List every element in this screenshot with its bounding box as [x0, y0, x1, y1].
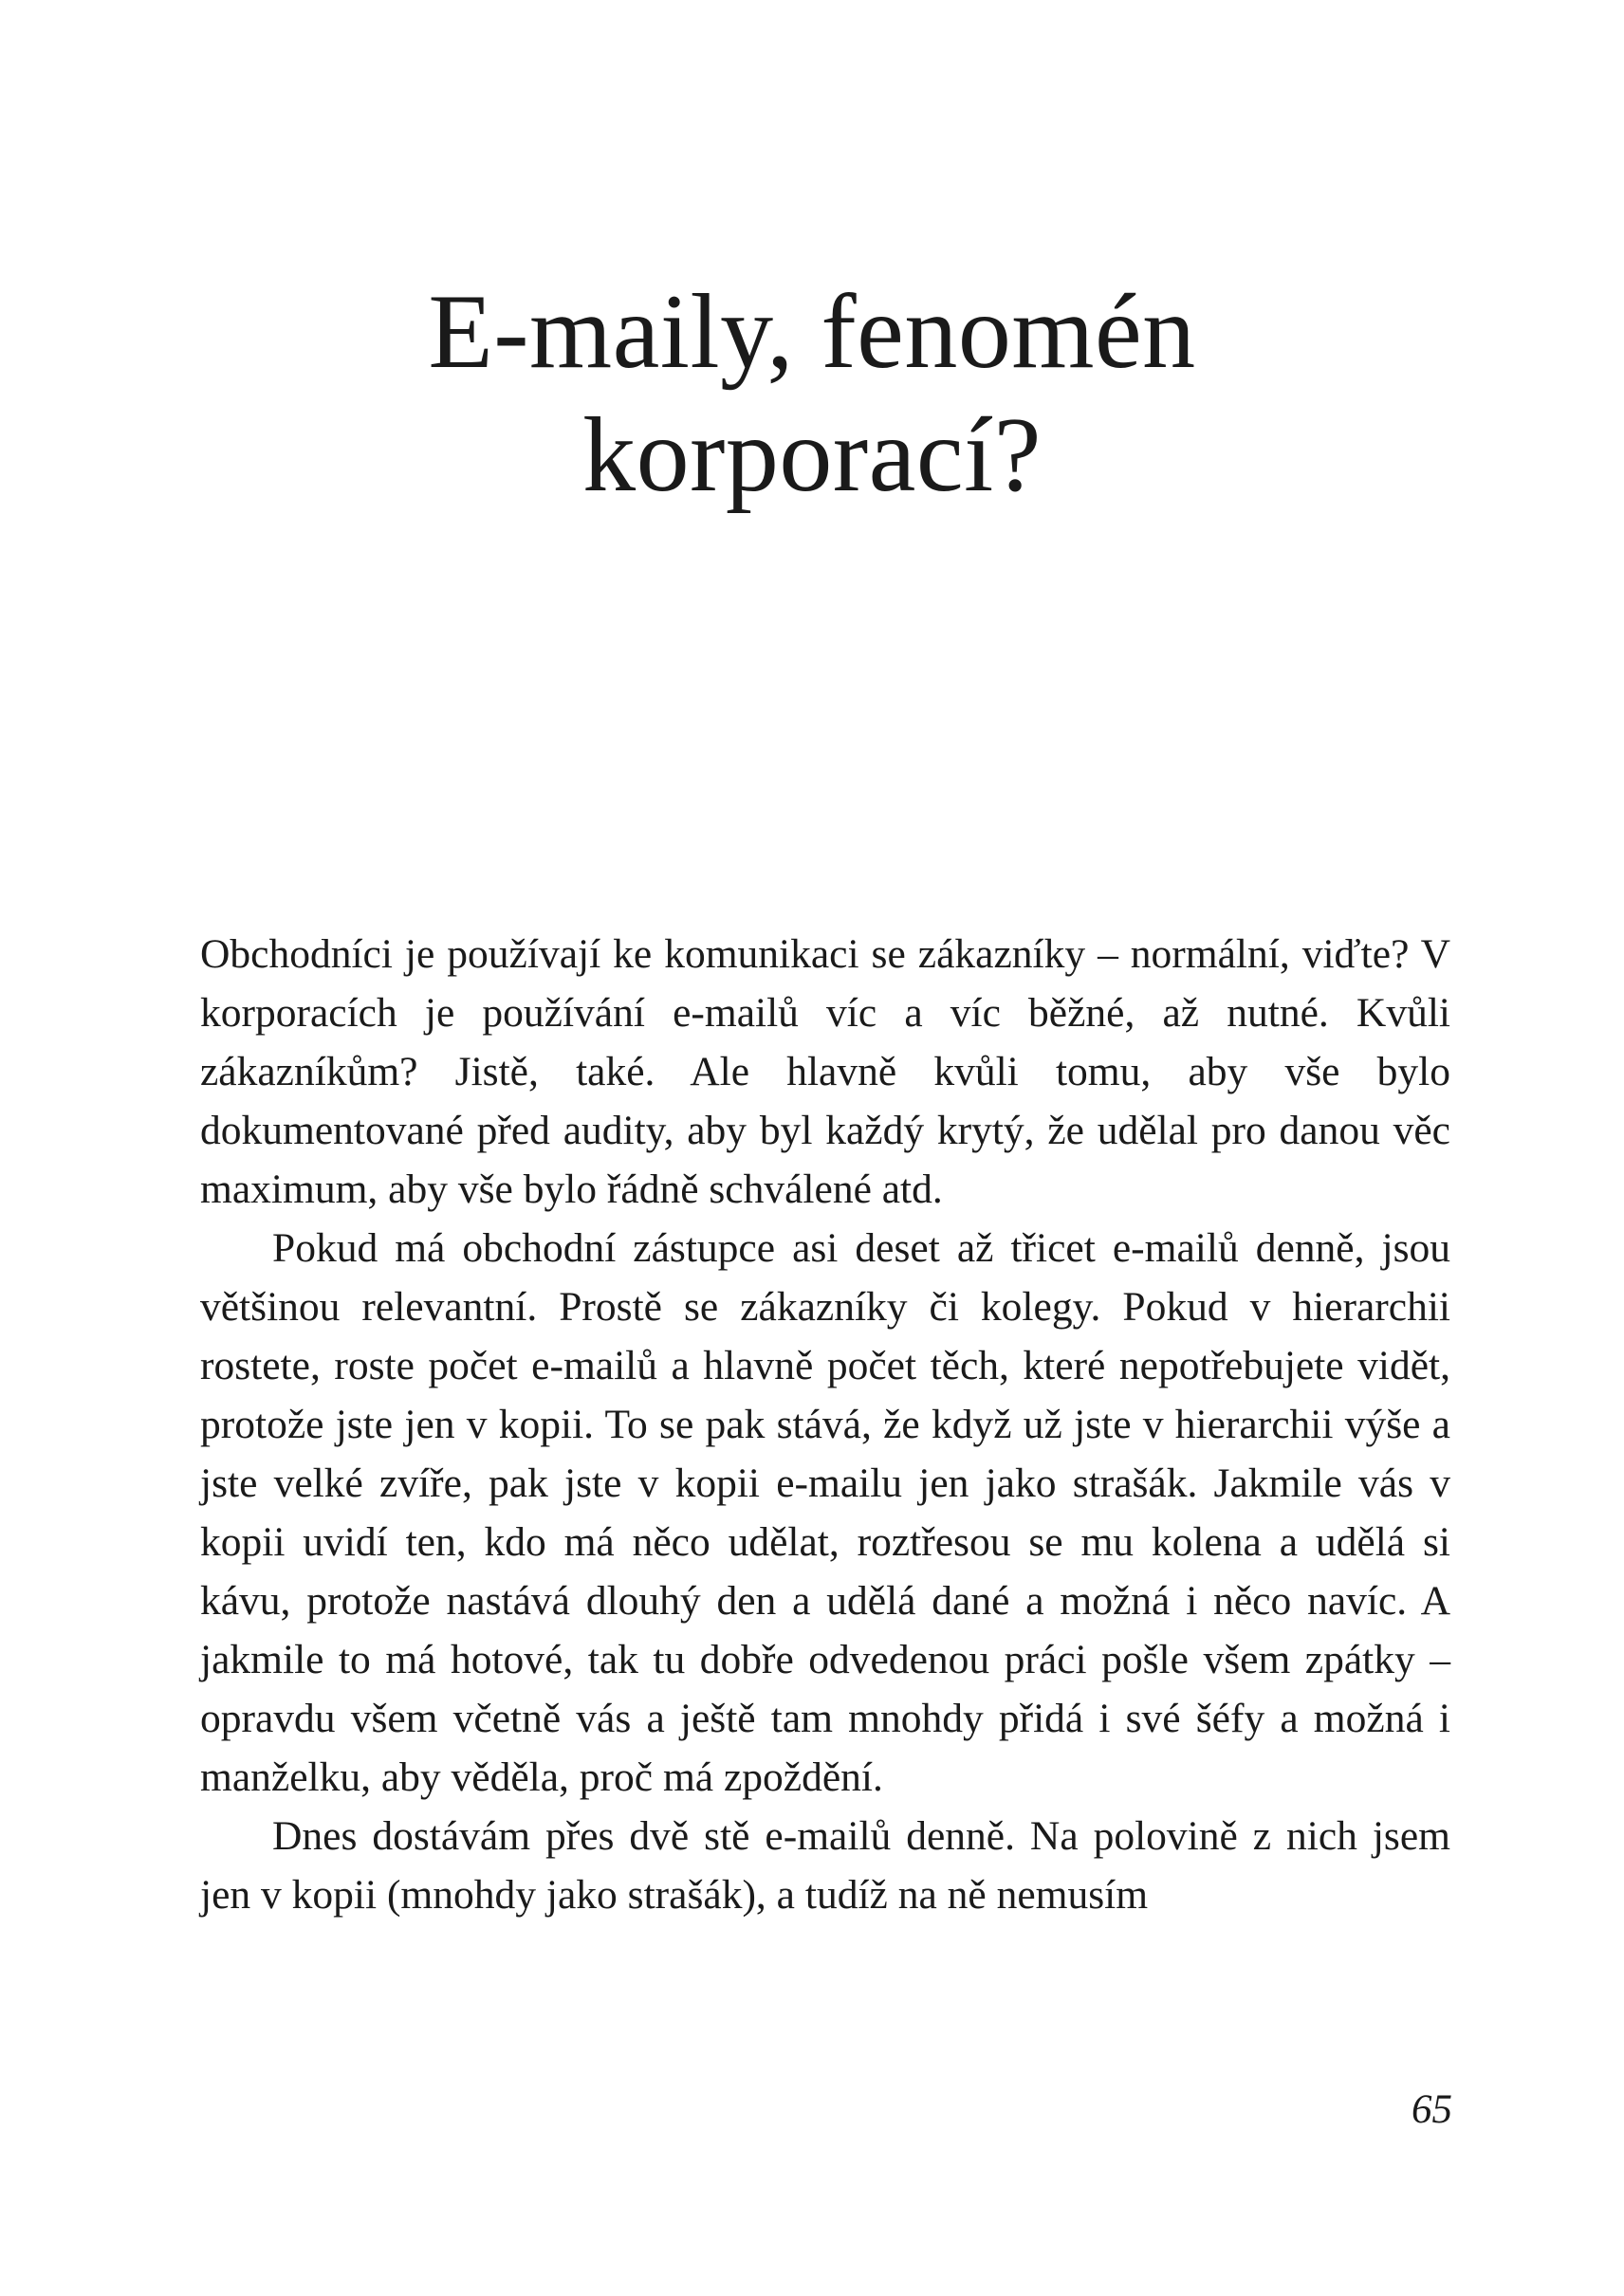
chapter-title [0, 270, 1624, 517]
body-text [200, 925, 1450, 1924]
page-number: 65 [1412, 2087, 1452, 2132]
chapter-title-line-2: korporací? [582, 396, 1042, 514]
chapter-title-line-1: E-maily, fenomén [428, 273, 1196, 391]
paragraph-3: Dnes dostávám přes dvě stě e-mailů denně. Na polovině z nich jsem jen v kopii (mnohdy jako strašák), a tudíž na ně nemusím [200, 1813, 1450, 1918]
paragraph-2: Pokud má obchodní zástupce asi deset až třicet e-mailů denně, jsou většinou relevantní. Prostě se zákazníky či kolegy. Pokud v hierarchii rostete, roste počet e-mailů a hlavně počet těch, které nepotřebujete vidět, protože jste jen v kopii. To se pak stává, že když už jste v hierarchii výše a jste velké zvíře, pak jste v kopii e-mailu jen jako strašák. Jakmile vás v kopii uvidí ten, kdo má něco udělat, roztřesou se mu kolena a udělá si kávu, protože nastává dlouhý den a udělá dané a možná i něco navíc. A jakmile to má hotové, tak tu dobře odvedenou práci pošle všem zpátky – opravdu všem včetně vás a ještě tam mnohdy přidá i své šéfy a možná i manželku, aby věděla, proč má zpoždění. [200, 1225, 1450, 1800]
paragraph-1: Obchodníci je používají ke komunikaci se zákazníky – normální, viďte? V korporacích je používání e-mailů víc a víc běžné, až nutné. Kvůli zákazníkům? Jistě, také. Ale hlavně kvůli tomu, aby vše bylo dokumentované před audity, aby byl každý krytý, že udělal pro danou věc maximum, aby vše bylo řádně schválené atd. [200, 931, 1450, 1212]
